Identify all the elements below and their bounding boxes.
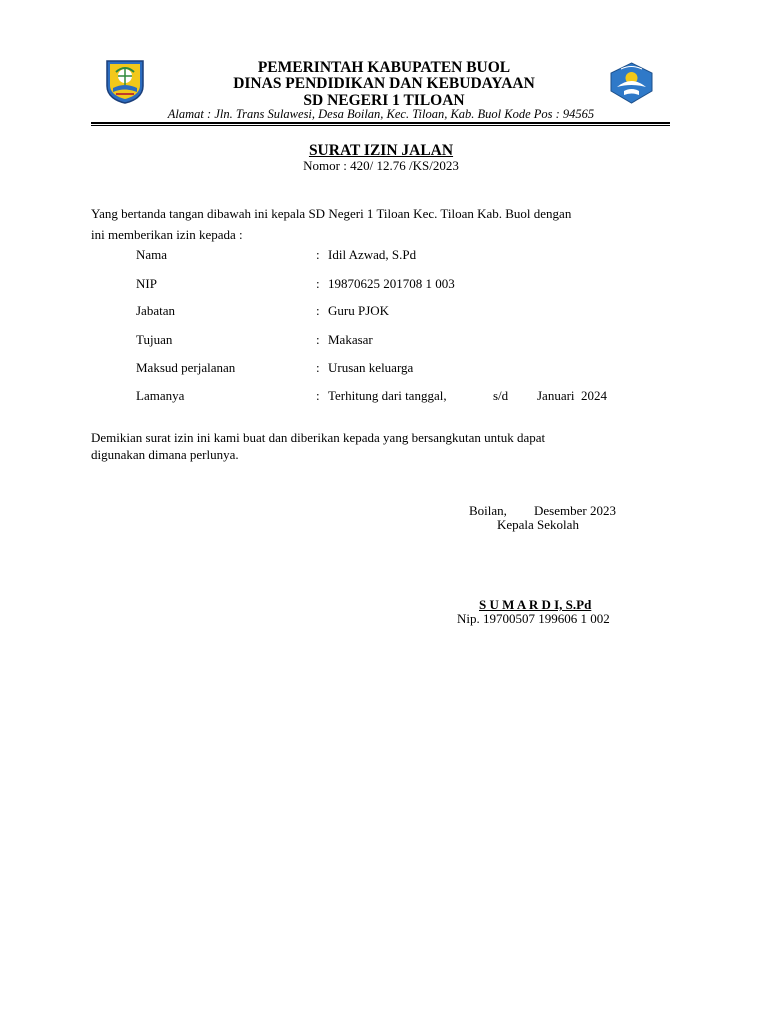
closing-line-2: digunakan dimana perlunya. — [91, 447, 239, 462]
header-address: Alamat : Jln. Trans Sulawesi, Desa Boilan, Kec. Tiloan, Kab. Buol Kode Pos : 94565 — [167, 107, 595, 121]
field-value-lamanya-end: Januari 2024 — [537, 388, 608, 403]
signature-place: Boilan, — [469, 503, 507, 518]
field-colon: : — [316, 247, 320, 262]
signature-name: S U M A R D I, S.Pd — [479, 597, 592, 612]
field-label-jabatan: Jabatan — [136, 303, 175, 318]
field-value-nip: 19870625 201708 1 003 — [328, 276, 455, 291]
field-colon: : — [316, 303, 320, 318]
field-value-maksud: Urusan keluarga — [328, 360, 414, 375]
field-label-nama: Nama — [136, 247, 168, 262]
signature-nip: Nip. 19700507 199606 1 002 — [457, 611, 610, 626]
field-colon: : — [316, 332, 320, 347]
header-line-1: PEMERINTAH KABUPATEN BUOL — [257, 59, 511, 76]
field-colon: : — [316, 276, 320, 291]
signature-position: Kepala Sekolah — [497, 517, 579, 532]
letter-title: SURAT IZIN JALAN — [308, 142, 454, 159]
field-value-nama: Idil Azwad, S.Pd — [328, 247, 417, 262]
field-sd-separator: s/d — [493, 388, 509, 403]
field-label-maksud: Maksud perjalanan — [136, 360, 236, 375]
field-label-nip: NIP — [136, 276, 157, 291]
intro-line-2: ini memberikan izin kepada : — [91, 227, 243, 242]
intro-line-1: Yang bertanda tangan dibawah ini kepala SD Negeri 1 Tiloan Kec. Tiloan Kab. Buol dengan — [91, 206, 572, 221]
header-rule-thin — [91, 125, 670, 126]
field-value-lamanya: Terhitung dari tanggal, — [328, 388, 447, 403]
field-label-tujuan: Tujuan — [136, 332, 173, 347]
closing-line-1: Demikian surat izin ini kami buat dan diberikan kepada yang bersangkutan untuk dapat — [91, 430, 546, 445]
header-line-3: SD NEGERI 1 TILOAN — [303, 92, 465, 109]
header-line-2: DINAS PENDIDIKAN DAN KEBUDAYAAN — [233, 75, 535, 92]
field-colon: : — [316, 360, 320, 375]
letter-number: Nomor : 420/ 12.76 /KS/2023 — [303, 158, 459, 173]
field-value-tujuan: Makasar — [328, 332, 373, 347]
field-label-lamanya: Lamanya — [136, 388, 185, 403]
signature-date: Desember 2023 — [534, 503, 616, 518]
field-value-jabatan: Guru PJOK — [328, 303, 390, 318]
header-rule-thick — [91, 122, 670, 124]
field-colon: : — [316, 388, 320, 403]
